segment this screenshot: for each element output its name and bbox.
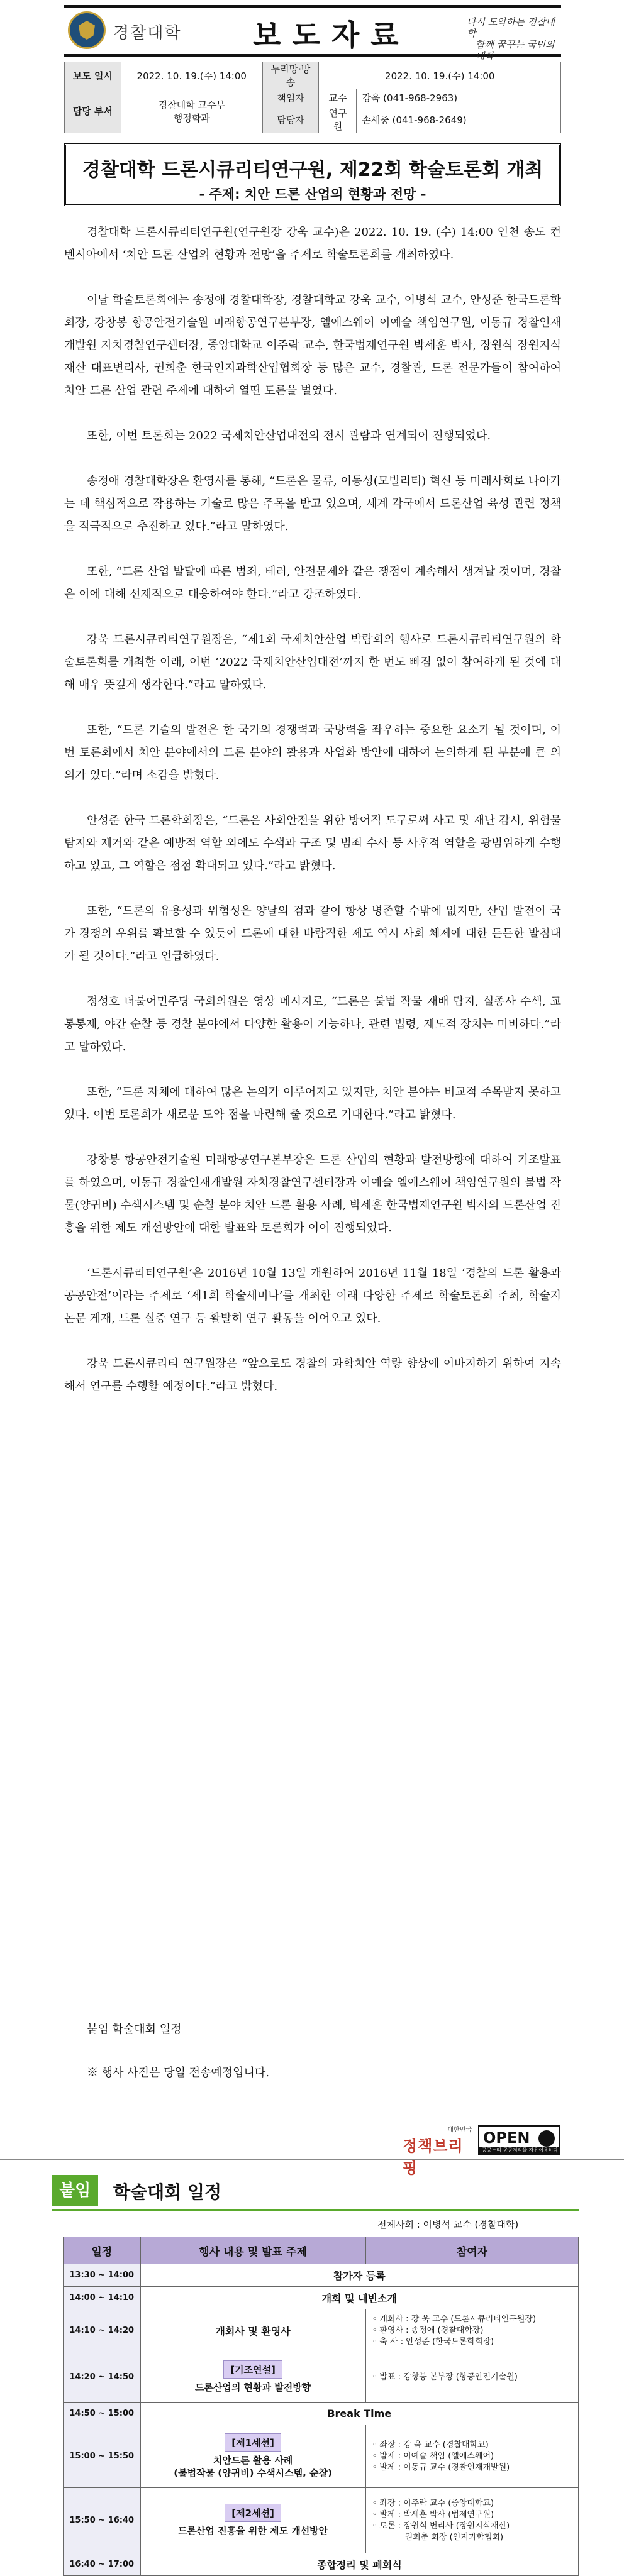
participant: ◦ 발제 : 이예슬 책임 (엘에스웨어): [372, 2451, 494, 2461]
table-row: [64, 2488, 579, 2553]
open-license-bar: [479, 2147, 559, 2154]
paragraph: 이날 학술토론회에는 송정애 경찰대학장, 경찰대학교 강욱 교수, 이병석 교수, 안성준 한국드론학회장, 강창봉 항공안전기술원 미래항공연구본부장, 엘에스웨어 이예슬 책임연구원, 이동규 경찰인재개발원 자치경찰연구센터장, 중앙대학교 이주락 교수, 한국법제연구원 박세훈 박사, 장원식 장원지식재산 대표변리사, 권희춘 한국인지과학산업협회장 등 많은 교수, 경찰관, 드론 전문가들이 참여하여 치안 드론 산업 관련 주제에 대하여 열띤 토론을 벌였다.: [64, 294, 561, 397]
paragraph: 또한, 이번 토론회는 2022 국제치안산업대전의 전시 관람과 연계되어 진행되었다.: [87, 429, 491, 443]
release-info-table: [64, 62, 561, 133]
schedule-time: 13:30 ~ 14:00: [64, 2264, 141, 2287]
press-header: [64, 5, 561, 62]
annex-tag: 붙임: [52, 2175, 98, 2206]
license-type-icon: [538, 2130, 555, 2147]
media-value: 2022. 10. 19.(수) 14:00: [319, 62, 561, 89]
policy-briefing-text: 정책브리핑: [403, 2137, 464, 2177]
schedule-content-cell: [140, 2352, 365, 2403]
dept-value: [121, 89, 262, 133]
schedule-time: 14:50 ~ 15:00: [64, 2403, 141, 2425]
open-license-logo: [478, 2125, 560, 2155]
schedule-content: 치안드론 활용 사례 (불법작물 (양귀비) 수색시스템, 순찰): [174, 2455, 332, 2479]
participant: ◦ 좌장 : 강 욱 교수 (경찰대학교): [372, 2440, 489, 2450]
slogan-line-1: 다시 도약하는 경찰대학: [467, 16, 555, 39]
annex-title: 학술대회 일정: [113, 2182, 222, 2203]
participant: ◦ 토론 : 장원식 변리사 (장원지식재산): [372, 2521, 510, 2531]
schedule-header: 일정: [64, 2237, 141, 2264]
policy-briefing-logo: [403, 2124, 472, 2177]
schedule-content: 드론산업의 현황과 발전방향: [194, 2382, 311, 2393]
table-row: [64, 2403, 579, 2425]
participant: ◦ 축 사 : 안성준 (한국드론학회장): [372, 2337, 494, 2347]
schedule-time: 16:40 ~ 17:00: [64, 2553, 141, 2576]
media-label: 누리망·방송: [262, 62, 319, 89]
dept-value-line-1: 경찰대학 교수부: [158, 99, 225, 111]
schedule-header: 참여자: [365, 2237, 578, 2264]
paragraph: 안성준 한국 드론학회장은, “드론은 사회안전을 위한 방어적 도구로써 사고 및 재난 감시, 위험물 탐지와 제거와 같은 예방적 역할 외에도 수색과 구조 및 범죄 수사 등 사후적 역할을 광범위하게 수행하고 있고, 그 역할은 점점 확대되고 있다.”라고 밝혔다.: [64, 814, 561, 872]
paragraph: 또한, “드론 기술의 발전은 한 국가의 경쟁력과 국방력을 좌우하는 중요한 요소가 될 것이며, 이번 토론회에서 치안 분야에서의 드론 분야의 활용과 사업화 방안에 대하여 논의하게 된 부분에 큰 의의가 있다.”라며 소감을 밝혔다.: [64, 724, 561, 782]
contact-name: 손세중 (041-968-2649): [357, 106, 561, 133]
university-name: 경찰대학: [113, 24, 182, 43]
slogan-line-2: 함께 꿈꾸는 국민의 대학: [476, 39, 555, 62]
schedule-time: 15:50 ~ 16:40: [64, 2488, 141, 2553]
schedule-header: 행사 내용 및 발표 주제: [140, 2237, 365, 2264]
headline: 경찰대학 드론시큐리티연구원, 제22회 학술토론회 개최: [82, 159, 543, 181]
paragraph: ‘드론시큐리티연구원’은 2016년 10월 13일 개원하여 2016년 11월 18일 ‘경찰의 드론 활용과 공공안전’이라는 주제로 ‘제1회 학술세미나’를 개최한 이래 다양한 주제로 학술토론회 주최, 학술지 논문 게재, 드론 실증 연구 등 활발히 연구 활동을 이어오고 있다.: [64, 1267, 561, 1325]
schedule-content: 참가자 등록: [140, 2264, 578, 2287]
schedule-header-row: [64, 2237, 579, 2264]
responsible-name: 강욱 (041-968-2963): [357, 89, 561, 106]
schedule-content-cell: [140, 2425, 365, 2488]
release-label: 보도 일시: [65, 62, 121, 89]
session-tag: [기조연설]: [223, 2360, 282, 2379]
dept-value-line-2: 행정학과: [173, 112, 210, 124]
schedule-content: 드론산업 진흥을 위한 제도 개선방안: [177, 2525, 328, 2536]
paragraph: 또한, “드론의 유용성과 위험성은 양날의 검과 같이 항상 병존할 수밖에 없지만, 산업 발전이 국가 경쟁의 우위를 확보할 수 있듯이 드론에 대한 바람직한 제도 역시 사회 체제에 대한 든든한 발침대가 될 것이다.”라고 언급하였다.: [64, 905, 561, 963]
table-row: [64, 2352, 579, 2403]
press-release-title: 보도자료: [253, 18, 410, 52]
article-body: [64, 221, 561, 1421]
participant: 권희춘 회장 (인지과학협회): [404, 2532, 504, 2542]
paragraph: 정성호 더불어민주당 국회의원은 영상 메시지로, “드론은 불법 작물 재배 탐지, 실종사 수색, 교통통제, 야간 순찰 등 경찰 분야에서 다양한 활용이 가능하나, 관련 법령, 제도적 장치는 미비하다.”라고 말하였다.: [64, 995, 561, 1054]
police-university-emblem-icon: [68, 11, 106, 49]
participant: ◦ 발제 : 박세훈 박사 (법제연구원): [372, 2509, 494, 2519]
schedule-time: 14:20 ~ 14:50: [64, 2352, 141, 2403]
participant: ◦ 발표 : 강창봉 본부장 (항공안전기술원): [372, 2372, 518, 2382]
participant: ◦ 환영사 : 송정애 (경찰대학장): [372, 2325, 484, 2335]
attachment-reference: 붙임 학술대회 일정: [87, 2023, 182, 2036]
paragraph: 강욱 드론시큐리티연구원장은, “제1회 국제치안산업 박람회의 행사로 드론시큐리티연구원의 학술토론회를 개최한 이래, 이번 ‘2022 국제치안산업대전’까지 한 번도 빠짐 없이 참여하게 된 것에 대해 매우 뜻깊게 생각한다.”라고 말하였다.: [64, 633, 561, 691]
open-license-bar-text: 공공누리 공공저작물 자유이용허락: [482, 2147, 559, 2153]
paragraph: 강욱 드론시큐리티 연구원장은 “앞으로도 경찰의 과학치안 역량 향상에 이바지하기 위하여 지속해서 연구를 수행할 예정이다.”라고 밝혔다.: [64, 1357, 561, 1393]
sub-headline: - 주제: 치안 드론 산업의 현황과 전망 -: [199, 187, 426, 202]
photo-note: ※ 행사 사진은 당일 전송예정입니다.: [87, 2066, 270, 2079]
session-tag: [제2세션]: [225, 2504, 281, 2522]
page-divider: [0, 2159, 624, 2160]
participant: ◦ 개회사 : 강 욱 교수 (드론시큐리티연구원장): [372, 2314, 537, 2324]
session-tag: [제1세션]: [225, 2433, 281, 2452]
table-row: [64, 2425, 579, 2488]
paragraph: 송정애 경찰대학장은 환영사를 통해, “드론은 물류, 이동성(모빌리티) 혁신 등 미래사회로 나아가는 데 핵심적으로 작용하는 기술로 많은 주목을 받고 있으며, 세계 각국에서 드론산업 육성 관련 정책을 적극적으로 추진하고 있다.”라고 말하였다.: [64, 475, 561, 533]
schedule-content: 종합정리 및 폐회식: [140, 2553, 578, 2576]
schedule-time: 14:00 ~ 14:10: [64, 2287, 141, 2309]
schedule-participants: [365, 2309, 578, 2352]
responsible-label: 책임자: [262, 89, 319, 106]
responsible-role: 교수: [319, 89, 357, 106]
schedule-content: 개회사 및 환영사: [140, 2309, 365, 2352]
paragraph: 강창봉 항공안전기술원 미래항공연구본부장은 드론 산업의 현황과 발전방향에 대하여 기조발표를 하였으며, 이동규 경찰인재개발원 자치경찰연구센터장과 이예슬 엘에스웨어 책임연구원의 불법 작물(양귀비) 수색시스템 및 순찰 분야 치안 드론 활용 사례, 박세훈 한국법제연구원 박사의 드론산업 진흥을 위한 제도 개선방안에 대한 발표와 토론회가 이어 진행되었다.: [64, 1153, 561, 1235]
schedule-participants: [365, 2352, 578, 2403]
contact-role: 연구원: [319, 106, 357, 133]
schedule-content: 개회 및 내빈소개: [140, 2287, 578, 2309]
headline-box: [64, 143, 561, 206]
schedule-table: [63, 2237, 579, 2576]
schedule-time: 14:10 ~ 14:20: [64, 2309, 141, 2352]
open-license-text: OPEN: [483, 2129, 530, 2147]
schedule-participants: [365, 2488, 578, 2553]
dept-label: 담당 부서: [65, 89, 121, 133]
schedule-content-cell: [140, 2488, 365, 2553]
policy-briefing-small-text: 대한민국: [447, 2127, 472, 2133]
moderator: 전체사회 : 이병석 교수 (경찰대학): [377, 2219, 519, 2230]
table-row: [64, 2287, 579, 2309]
paragraph: 또한, “드론 자체에 대하여 많은 논의가 이루어지고 있지만, 치안 분야는 비교적 주목받지 못하고 있다. 이번 토론회가 새로운 도약 점을 마련해 줄 것으로 기대한다.”라고 밝혔다.: [64, 1086, 561, 1121]
slogan: [467, 16, 555, 62]
release-value: 2022. 10. 19.(수) 14:00: [121, 62, 262, 89]
schedule-participants: [365, 2425, 578, 2488]
contact-label: 담당자: [262, 106, 319, 133]
annex-rule: [52, 2209, 579, 2211]
paragraph: 또한, “드론 산업 발달에 따른 범죄, 테러, 안전문제와 같은 쟁점이 계속해서 생겨날 것이며, 경찰은 이에 대해 선제적으로 대응하여야 한다.”라고 강조하였다.: [64, 565, 561, 601]
schedule-content: Break Time: [140, 2403, 578, 2425]
participant: ◦ 발제 : 이동규 교수 (경찰인재개발원): [372, 2462, 510, 2472]
table-row: [64, 2553, 579, 2576]
schedule-time: 15:00 ~ 15:50: [64, 2425, 141, 2488]
table-row: [64, 2309, 579, 2352]
table-row: [64, 2264, 579, 2287]
participant: ◦ 좌장 : 이주락 교수 (중앙대학교): [372, 2498, 494, 2508]
paragraph: 경찰대학 드론시큐리티연구원(연구원장 강욱 교수)은 2022. 10. 19. (수) 14:00 인천 송도 컨벤시아에서 ‘치안 드론 산업의 현황과 전망’을 주제로 학술토론회를 개최하였다.: [64, 226, 561, 261]
